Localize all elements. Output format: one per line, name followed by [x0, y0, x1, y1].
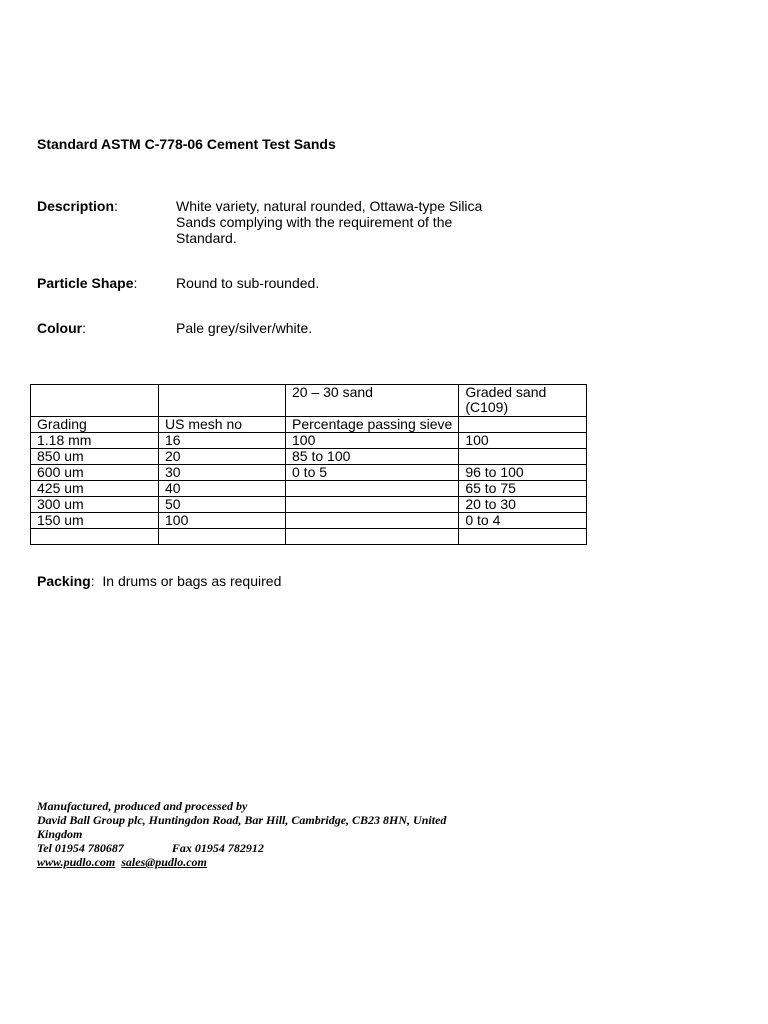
- table-header-row: [31, 385, 587, 417]
- table-cell: [286, 497, 459, 513]
- table-cell: 40: [159, 481, 286, 497]
- table-cell: 100: [286, 433, 459, 449]
- email-link[interactable]: sales@pudlo.com: [121, 855, 207, 869]
- table-cell: 20: [159, 449, 286, 465]
- table-cell: 150 um: [31, 513, 159, 529]
- table-cell: [159, 385, 286, 417]
- footer-links: [37, 855, 487, 869]
- particle-shape-label: Particle Shape:: [37, 275, 138, 291]
- table-row: [31, 529, 587, 545]
- description-value: White variety, natural rounded, Ottawa-type Silica Sands complying with the requirement of the Standard.: [176, 198, 483, 246]
- table-cell: [459, 417, 587, 433]
- footer-fax: Fax 01954 782912: [171, 841, 264, 855]
- table-row: [31, 513, 587, 529]
- table-subheader-row: [31, 417, 587, 433]
- table-cell: 30: [159, 465, 286, 481]
- percentage-passing-label: Percentage passing sieve: [292, 416, 453, 432]
- document-title: Standard ASTM C-778-06 Cement Test Sands: [37, 136, 336, 152]
- table-row: [31, 449, 587, 465]
- footer-address: David Ball Group plc, Huntingdon Road, Bar Hill, Cambridge, CB23 8HN, United Kingdom: [37, 813, 447, 841]
- colour-value: Pale grey/silver/white.: [176, 320, 313, 336]
- table-cell: US mesh no: [159, 417, 286, 433]
- table-cell: [159, 529, 286, 545]
- colour-label: Colour:: [37, 320, 86, 336]
- packing-label: Packing: [37, 573, 91, 589]
- table-cell: [286, 529, 459, 545]
- table-cell: 600 um: [31, 465, 159, 481]
- table-cell: 0 to 5: [286, 465, 459, 481]
- table-cell: 20 – 30 sand: [286, 385, 459, 417]
- table-cell: Grading: [31, 417, 159, 433]
- table-cell: 850 um: [31, 449, 159, 465]
- table-cell: 300 um: [31, 497, 159, 513]
- table-cell: [459, 449, 587, 465]
- table-cell: 16: [159, 433, 286, 449]
- website-link[interactable]: www.pudlo.com: [37, 855, 116, 869]
- footer-contact-line: [37, 841, 487, 855]
- footer-manufacturer-line: Manufactured, produced and processed by: [37, 799, 248, 813]
- table-cell: 20 to 30: [459, 497, 587, 513]
- table-cell: [31, 529, 159, 545]
- table-cell: 50: [159, 497, 286, 513]
- table-cell: 85 to 100: [286, 449, 459, 465]
- table-cell: 96 to 100: [459, 465, 587, 481]
- packing-field: Packing: In drums or bags as required: [37, 573, 282, 589]
- packing-value: In drums or bags as required: [102, 573, 282, 589]
- table-cell: 65 to 75: [459, 481, 587, 497]
- table-cell: [459, 529, 587, 545]
- table-row: [31, 465, 587, 481]
- table-row: [31, 497, 587, 513]
- table-cell: [286, 481, 459, 497]
- particle-shape-value: Round to sub-rounded.: [176, 275, 320, 291]
- table-cell: Graded sand (C109): [459, 385, 587, 417]
- table-cell: 425 um: [31, 481, 159, 497]
- grading-table: [30, 384, 587, 545]
- footer-tel: Tel 01954 780687: [37, 841, 124, 855]
- description-label: Description:: [37, 198, 118, 214]
- table-cell: 1.18 mm: [31, 433, 159, 449]
- table-cell: 100: [459, 433, 587, 449]
- table-row: [31, 433, 587, 449]
- footer: [37, 799, 487, 869]
- table-cell: [286, 513, 459, 529]
- table-row: [31, 481, 587, 497]
- table-cell: 0 to 4: [459, 513, 587, 529]
- table-cell: 100: [159, 513, 286, 529]
- table-cell: [31, 385, 159, 417]
- table-cell: [286, 417, 459, 433]
